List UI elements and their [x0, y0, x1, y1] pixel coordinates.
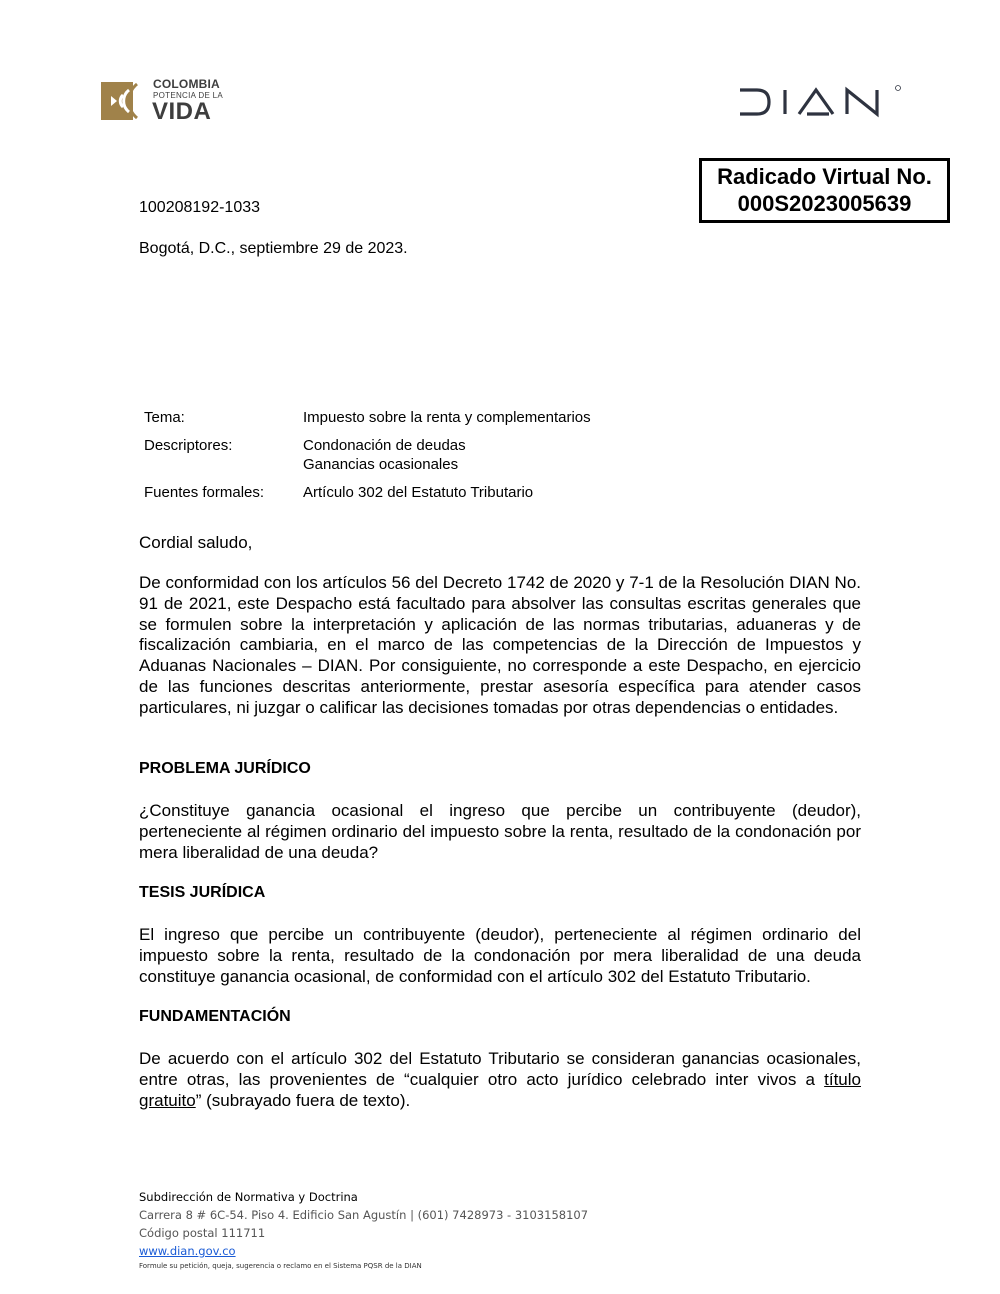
- descriptores-label: Descriptores:: [144, 437, 233, 454]
- intro-paragraph: De conformidad con los artículos 56 del Decreto 1742 de 2020 y 7-1 de la Resolución DIAN No. 91 de 2021, este Despacho está facultado para absolver las consultas escritas generales que se formulen sobre la interpretación y aplicación de las normas tributarias, aduaneras y de fiscalización cambiaria, en el marco de las competencias de la Dirección de Impuestos y Aduanas Nacionales – DIAN. Por consiguiente, no corresponde a este Despacho, en ejercicio de las funciones descritas anteriormente, prestar asesoría específica para atender casos particulares, ni juzgar o calificar las decisiones tomadas por otras dependencias o entidades.: [139, 573, 861, 717]
- tema-value: Impuesto sobre la renta y complementarios: [303, 409, 591, 426]
- footer-address: Carrera 8 # 6C-54. Piso 4. Edificio San Agustín | (601) 7428973 - 3103158107: [139, 1208, 589, 1222]
- fundamentacion-paragraph: [139, 1049, 861, 1111]
- problema-paragraph: ¿Constituye ganancia ocasional el ingreso que percibe un contribuyente (deudor), perteneciente al régimen ordinario del impuesto sobre la renta, resultado de la condonación por mera liberalidad de una deuda?: [139, 801, 861, 862]
- descriptores-value-1: Condonación de deudas: [303, 437, 466, 454]
- fundamentacion-underlined: título gratuito: [139, 1069, 861, 1110]
- footer: [139, 1188, 588, 1272]
- fuentes-value: Artículo 302 del Estatuto Tributario: [303, 484, 534, 501]
- place-date: Bogotá, D.C., septiembre 29 de 2023.: [139, 240, 408, 257]
- radicado-box: [699, 158, 950, 223]
- dian-logo: [737, 84, 905, 120]
- logo-text-colombia: COLOMBIA: [153, 77, 220, 91]
- footer-postal-code: Código postal 111711: [139, 1226, 266, 1240]
- fundamentacion-text-after: ” (subrayado fuera de texto).: [195, 1090, 411, 1110]
- fundamentacion-heading: FUNDAMENTACIÓN: [139, 1008, 291, 1025]
- radicado-number: 000S2023005639: [737, 191, 912, 216]
- problema-heading: PROBLEMA JURÍDICO: [139, 760, 311, 777]
- footer-pqsr-note: Formule su petición, queja, sugerencia o reclamo en el Sistema PQSR de la DIAN: [139, 1262, 422, 1270]
- fuentes-label: Fuentes formales:: [144, 484, 265, 501]
- logo-text-potencia: POTENCIA DE LA: [153, 91, 223, 100]
- footer-office: Subdirección de Normativa y Doctrina: [139, 1190, 358, 1204]
- colombia-logo-mark-icon: [97, 78, 145, 124]
- tesis-heading: TESIS JURÍDICA: [139, 884, 266, 901]
- fundamentacion-text-before: De acuerdo con el artículo 302 del Estatuto Tributario se consideran ganancias ocasionales, entre otras, las provenientes de “cualquier otro acto jurídico celebrado inter vivos a: [139, 1049, 861, 1089]
- reference-number: 100208192-1033: [139, 199, 261, 216]
- tema-label: Tema:: [144, 409, 185, 426]
- colombia-potencia-de-la-vida-logo: [97, 76, 232, 126]
- greeting: Cordial saludo,: [139, 533, 253, 552]
- descriptores-value-2: Ganancias ocasionales: [303, 456, 459, 473]
- dian-logo-icon: [737, 84, 905, 120]
- footer-website-link[interactable]: www.dian.gov.co: [139, 1244, 236, 1258]
- tesis-paragraph: El ingreso que percibe un contribuyente (deudor), perteneciente al régimen ordinario del impuesto sobre la renta, resultado de la condonación por mera liberalidad de una deuda constituye ganancia ocasional, de conformidad con el artículo 302 del Estatuto Tributario.: [139, 925, 861, 986]
- logo-text-vida: VIDA: [152, 98, 212, 125]
- radicado-title: Radicado Virtual No.: [717, 164, 932, 189]
